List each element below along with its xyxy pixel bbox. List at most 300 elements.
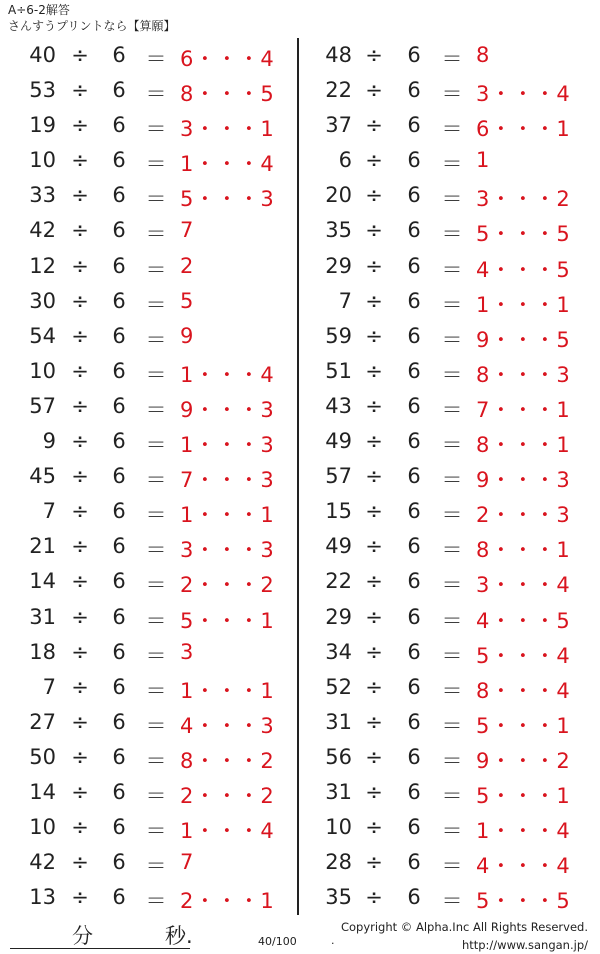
answer: 5・・・1 <box>180 608 275 633</box>
equals-sign: ＝ <box>145 889 167 914</box>
equals-sign: ＝ <box>441 152 463 177</box>
dividend: 57 <box>325 464 352 489</box>
division-sign: ÷ <box>365 323 383 348</box>
equals-sign: ＝ <box>145 152 167 177</box>
answer: 3・・・4 <box>476 82 571 107</box>
problem-row <box>0 142 290 177</box>
divisor: 6 <box>407 464 421 489</box>
answer: 1 <box>476 148 491 173</box>
problem-row <box>0 704 290 739</box>
problem-row <box>0 879 290 914</box>
problem-row <box>302 142 592 177</box>
divisor: 6 <box>407 183 421 208</box>
division-sign: ÷ <box>71 183 89 208</box>
problem-row <box>302 283 592 318</box>
answer: 8・・・3 <box>476 362 571 387</box>
dividend: 10 <box>325 815 352 840</box>
answer: 7 <box>180 850 195 875</box>
divisor: 6 <box>112 429 126 454</box>
dividend: 54 <box>29 323 56 348</box>
answer: 8・・・1 <box>476 538 571 563</box>
problem-row <box>0 37 290 72</box>
division-sign: ÷ <box>71 429 89 454</box>
division-sign: ÷ <box>365 288 383 313</box>
division-sign: ÷ <box>365 639 383 664</box>
problem-row <box>0 493 290 528</box>
problem-row <box>0 774 290 809</box>
answer: 1・・・4 <box>180 819 275 844</box>
division-sign: ÷ <box>71 534 89 559</box>
division-sign: ÷ <box>71 253 89 278</box>
divisor: 6 <box>407 288 421 313</box>
copyright-block <box>341 918 588 954</box>
division-sign: ÷ <box>365 43 383 67</box>
answer: 3・・・2 <box>476 187 571 212</box>
equals-sign: ＝ <box>145 292 167 317</box>
answer: 9・・・5 <box>476 327 571 352</box>
dividend: 28 <box>325 850 352 875</box>
answer: 1・・・4 <box>180 152 275 177</box>
divisor: 6 <box>407 499 421 524</box>
answer: 1・・・4 <box>476 819 571 844</box>
dividend: 10 <box>29 358 56 383</box>
dividend: 40 <box>29 43 56 67</box>
divisor: 6 <box>112 815 126 840</box>
equals-sign: ＝ <box>145 713 167 738</box>
dividend: 34 <box>325 639 352 664</box>
site-url: http://www.sangan.jp/ <box>461 938 588 952</box>
divisor: 6 <box>407 885 421 910</box>
problem-row <box>302 563 592 598</box>
divisor: 6 <box>112 639 126 664</box>
divisor: 6 <box>112 604 126 629</box>
problem-row <box>302 423 592 458</box>
divisor: 6 <box>407 43 421 67</box>
problem-row <box>302 879 592 914</box>
equals-sign: ＝ <box>145 362 167 387</box>
equals-sign: ＝ <box>145 503 167 528</box>
dividend: 30 <box>29 288 56 313</box>
dividend: 18 <box>29 639 56 664</box>
division-sign: ÷ <box>365 885 383 910</box>
answer: 1・・・1 <box>180 503 275 528</box>
equals-sign: ＝ <box>441 222 463 247</box>
divisor: 6 <box>112 183 126 208</box>
equals-sign: ＝ <box>441 47 463 71</box>
equals-sign: ＝ <box>145 47 167 71</box>
division-sign: ÷ <box>71 499 89 524</box>
equals-sign: ＝ <box>145 257 167 282</box>
divisor: 6 <box>112 218 126 243</box>
division-sign: ÷ <box>365 78 383 103</box>
equals-sign: ＝ <box>145 854 167 879</box>
answer: 2・・・3 <box>476 503 571 528</box>
answer: 8・・・2 <box>180 748 275 773</box>
divisor: 6 <box>407 78 421 103</box>
equals-sign: ＝ <box>441 783 463 808</box>
dividend: 7 <box>42 674 56 699</box>
problem-row <box>0 212 290 247</box>
division-sign: ÷ <box>71 323 89 348</box>
right-problem-column <box>302 37 592 914</box>
divisor: 6 <box>407 113 421 138</box>
dividend: 31 <box>325 779 352 804</box>
divisor: 6 <box>112 358 126 383</box>
division-sign: ÷ <box>71 464 89 489</box>
answer: 5・・・4 <box>476 643 571 668</box>
dividend: 14 <box>29 779 56 804</box>
dividend: 20 <box>325 183 352 208</box>
equals-sign: ＝ <box>441 187 463 212</box>
answer: 3・・・4 <box>476 573 571 598</box>
division-sign: ÷ <box>365 534 383 559</box>
division-sign: ÷ <box>365 499 383 524</box>
answer: 6・・・4 <box>180 47 275 71</box>
left-problem-column <box>0 37 290 914</box>
divisor: 6 <box>112 43 126 67</box>
equals-sign: ＝ <box>145 783 167 808</box>
answer: 1・・・3 <box>180 433 275 458</box>
problem-row <box>302 774 592 809</box>
division-sign: ÷ <box>71 639 89 664</box>
equals-sign: ＝ <box>145 433 167 458</box>
division-sign: ÷ <box>365 113 383 138</box>
division-sign: ÷ <box>365 674 383 699</box>
answer: 2 <box>180 253 195 278</box>
divisor: 6 <box>112 253 126 278</box>
dividend: 12 <box>29 253 56 278</box>
dividend: 53 <box>29 78 56 103</box>
answer: 7・・・3 <box>180 468 275 493</box>
footer-dot: . <box>331 934 335 947</box>
problem-row <box>0 353 290 388</box>
problem-row <box>302 388 592 423</box>
equals-sign: ＝ <box>145 819 167 844</box>
equals-sign: ＝ <box>145 117 167 142</box>
problem-row <box>0 177 290 212</box>
equals-sign: ＝ <box>441 713 463 738</box>
column-divider <box>297 38 299 915</box>
answer: 4・・・4 <box>476 854 571 879</box>
equals-sign: ＝ <box>145 573 167 598</box>
equals-sign: ＝ <box>145 608 167 633</box>
answer: 5・・・1 <box>476 783 571 808</box>
worksheet-subtitle: さんすうプリントなら【算願】 <box>8 19 176 33</box>
problem-row <box>302 248 592 283</box>
divisor: 6 <box>407 429 421 454</box>
divisor: 6 <box>112 148 126 173</box>
answer: 9 <box>180 323 195 348</box>
dividend: 10 <box>29 148 56 173</box>
answer: 1・・・4 <box>180 362 275 387</box>
divisor: 6 <box>407 569 421 594</box>
answer: 2・・・2 <box>180 573 275 598</box>
answer: 8・・・1 <box>476 433 571 458</box>
dividend: 29 <box>325 253 352 278</box>
answer: 7 <box>180 218 195 243</box>
dividend: 49 <box>325 534 352 559</box>
problem-row <box>0 528 290 563</box>
equals-sign: ＝ <box>441 889 463 914</box>
division-sign: ÷ <box>365 779 383 804</box>
dividend: 7 <box>42 499 56 524</box>
dividend: 33 <box>29 183 56 208</box>
divisor: 6 <box>407 779 421 804</box>
dividend: 48 <box>325 43 352 67</box>
dividend: 56 <box>325 744 352 769</box>
equals-sign: ＝ <box>441 327 463 352</box>
equals-sign: ＝ <box>145 678 167 703</box>
dividend: 27 <box>29 709 56 734</box>
problem-row <box>0 599 290 634</box>
dividend: 15 <box>325 499 352 524</box>
equals-sign: ＝ <box>441 82 463 107</box>
dividend: 52 <box>325 674 352 699</box>
dividend: 57 <box>29 393 56 418</box>
divisor: 6 <box>407 323 421 348</box>
equals-sign: ＝ <box>145 82 167 107</box>
divisor: 6 <box>407 674 421 699</box>
divisor: 6 <box>407 358 421 383</box>
equals-sign: ＝ <box>441 819 463 844</box>
divisor: 6 <box>407 744 421 769</box>
equals-sign: ＝ <box>441 573 463 598</box>
division-sign: ÷ <box>365 358 383 383</box>
problem-row <box>302 177 592 212</box>
equals-sign: ＝ <box>441 433 463 458</box>
problem-row <box>0 318 290 353</box>
problem-row <box>0 388 290 423</box>
division-sign: ÷ <box>71 569 89 594</box>
division-sign: ÷ <box>365 464 383 489</box>
divisor: 6 <box>112 779 126 804</box>
division-sign: ÷ <box>71 885 89 910</box>
problem-row <box>302 599 592 634</box>
divisor: 6 <box>407 534 421 559</box>
answer: 3 <box>180 639 195 664</box>
problem-row <box>0 423 290 458</box>
answer: 4・・・5 <box>476 608 571 633</box>
divisor: 6 <box>112 674 126 699</box>
equals-sign: ＝ <box>441 292 463 317</box>
divisor: 6 <box>407 815 421 840</box>
equals-sign: ＝ <box>441 748 463 773</box>
division-sign: ÷ <box>71 358 89 383</box>
dividend: 37 <box>325 113 352 138</box>
answer: 7・・・1 <box>476 397 571 422</box>
dividend: 59 <box>325 323 352 348</box>
dividend: 29 <box>325 604 352 629</box>
dividend: 31 <box>325 709 352 734</box>
problem-row <box>0 248 290 283</box>
copyright-text: Copyright © Alpha.Inc All Rights Reserved. <box>340 920 588 934</box>
problem-row <box>302 634 592 669</box>
answer: 8・・・5 <box>180 82 275 107</box>
dividend: 13 <box>29 885 56 910</box>
equals-sign: ＝ <box>441 643 463 668</box>
division-sign: ÷ <box>71 393 89 418</box>
equals-sign: ＝ <box>145 748 167 773</box>
problem-row <box>302 353 592 388</box>
dividend: 51 <box>325 358 352 383</box>
answer: 5・・・1 <box>476 713 571 738</box>
answer: 4・・・5 <box>476 257 571 282</box>
division-sign: ÷ <box>71 43 89 67</box>
division-sign: ÷ <box>71 148 89 173</box>
equals-sign: ＝ <box>145 187 167 212</box>
division-sign: ÷ <box>71 218 89 243</box>
answer: 2・・・1 <box>180 889 275 914</box>
division-sign: ÷ <box>71 113 89 138</box>
minutes-label: 分 <box>72 924 93 948</box>
dividend: 9 <box>42 429 56 454</box>
problem-row <box>302 704 592 739</box>
divisor: 6 <box>407 709 421 734</box>
equals-sign: ＝ <box>145 327 167 352</box>
answer: 6・・・1 <box>476 117 571 142</box>
dividend: 21 <box>29 534 56 559</box>
division-sign: ÷ <box>71 779 89 804</box>
problem-row <box>302 844 592 879</box>
answer: 8・・・4 <box>476 678 571 703</box>
seconds-label: 秒. <box>165 924 193 948</box>
worksheet-title: A÷6-2解答 <box>8 3 70 17</box>
division-sign: ÷ <box>365 253 383 278</box>
division-sign: ÷ <box>365 218 383 243</box>
division-sign: ÷ <box>71 709 89 734</box>
answer: 2・・・2 <box>180 783 275 808</box>
problem-row <box>302 212 592 247</box>
answer: 3・・・3 <box>180 538 275 563</box>
problem-row <box>0 107 290 142</box>
problem-row <box>302 528 592 563</box>
divisor: 6 <box>112 393 126 418</box>
equals-sign: ＝ <box>441 854 463 879</box>
equals-sign: ＝ <box>441 678 463 703</box>
problem-row <box>0 844 290 879</box>
divisor: 6 <box>407 253 421 278</box>
problem-row <box>0 283 290 318</box>
equals-sign: ＝ <box>441 257 463 282</box>
problem-row <box>0 809 290 844</box>
problem-row <box>0 669 290 704</box>
divisor: 6 <box>407 604 421 629</box>
answer: 5 <box>180 288 195 313</box>
problem-row <box>302 739 592 774</box>
dividend: 6 <box>338 148 352 173</box>
divisor: 6 <box>407 218 421 243</box>
answer: 5・・・5 <box>476 889 571 914</box>
division-sign: ÷ <box>365 709 383 734</box>
problem-row <box>302 318 592 353</box>
problem-row <box>0 458 290 493</box>
divisor: 6 <box>407 850 421 875</box>
dividend: 50 <box>29 744 56 769</box>
problem-row <box>302 107 592 142</box>
divisor: 6 <box>112 113 126 138</box>
problem-row <box>0 563 290 598</box>
divisor: 6 <box>112 534 126 559</box>
equals-sign: ＝ <box>145 397 167 422</box>
dividend: 42 <box>29 850 56 875</box>
division-sign: ÷ <box>71 744 89 769</box>
equals-sign: ＝ <box>145 538 167 563</box>
answer: 8 <box>476 43 491 67</box>
answer: 3・・・1 <box>180 117 275 142</box>
dividend: 19 <box>29 113 56 138</box>
divisor: 6 <box>407 393 421 418</box>
division-sign: ÷ <box>365 393 383 418</box>
problem-row <box>302 37 592 72</box>
divisor: 6 <box>112 744 126 769</box>
division-sign: ÷ <box>71 850 89 875</box>
dividend: 31 <box>29 604 56 629</box>
dividend: 45 <box>29 464 56 489</box>
divisor: 6 <box>112 885 126 910</box>
dividend: 35 <box>325 218 352 243</box>
answer: 9・・・2 <box>476 748 571 773</box>
division-sign: ÷ <box>365 429 383 454</box>
divisor: 6 <box>407 639 421 664</box>
division-sign: ÷ <box>365 744 383 769</box>
divisor: 6 <box>112 464 126 489</box>
division-sign: ÷ <box>71 674 89 699</box>
divisor: 6 <box>112 569 126 594</box>
score-text: 40/100 <box>258 935 297 948</box>
dividend: 43 <box>325 393 352 418</box>
equals-sign: ＝ <box>441 608 463 633</box>
equals-sign: ＝ <box>441 362 463 387</box>
equals-sign: ＝ <box>441 503 463 528</box>
answer: 1・・・1 <box>476 292 571 317</box>
problem-row <box>302 72 592 107</box>
dividend: 49 <box>325 429 352 454</box>
equals-sign: ＝ <box>441 117 463 142</box>
equals-sign: ＝ <box>145 643 167 668</box>
divisor: 6 <box>112 78 126 103</box>
dividend: 42 <box>29 218 56 243</box>
answer: 4・・・3 <box>180 713 275 738</box>
problem-row <box>302 493 592 528</box>
division-sign: ÷ <box>71 815 89 840</box>
dividend: 10 <box>29 815 56 840</box>
answer: 1・・・1 <box>180 678 275 703</box>
problem-row <box>0 739 290 774</box>
division-sign: ÷ <box>365 604 383 629</box>
equals-sign: ＝ <box>441 468 463 493</box>
dividend: 35 <box>325 885 352 910</box>
problem-row <box>302 809 592 844</box>
division-sign: ÷ <box>365 148 383 173</box>
divisor: 6 <box>112 499 126 524</box>
equals-sign: ＝ <box>145 222 167 247</box>
division-sign: ÷ <box>365 815 383 840</box>
answer: 5・・・5 <box>476 222 571 247</box>
dividend: 14 <box>29 569 56 594</box>
problem-row <box>0 634 290 669</box>
divisor: 6 <box>112 288 126 313</box>
problem-row <box>0 72 290 107</box>
division-sign: ÷ <box>71 604 89 629</box>
answer: 9・・・3 <box>476 468 571 493</box>
division-sign: ÷ <box>365 850 383 875</box>
division-sign: ÷ <box>365 183 383 208</box>
dividend: 22 <box>325 569 352 594</box>
divisor: 6 <box>112 850 126 875</box>
time-record-line <box>10 918 193 949</box>
equals-sign: ＝ <box>441 397 463 422</box>
equals-sign: ＝ <box>145 468 167 493</box>
